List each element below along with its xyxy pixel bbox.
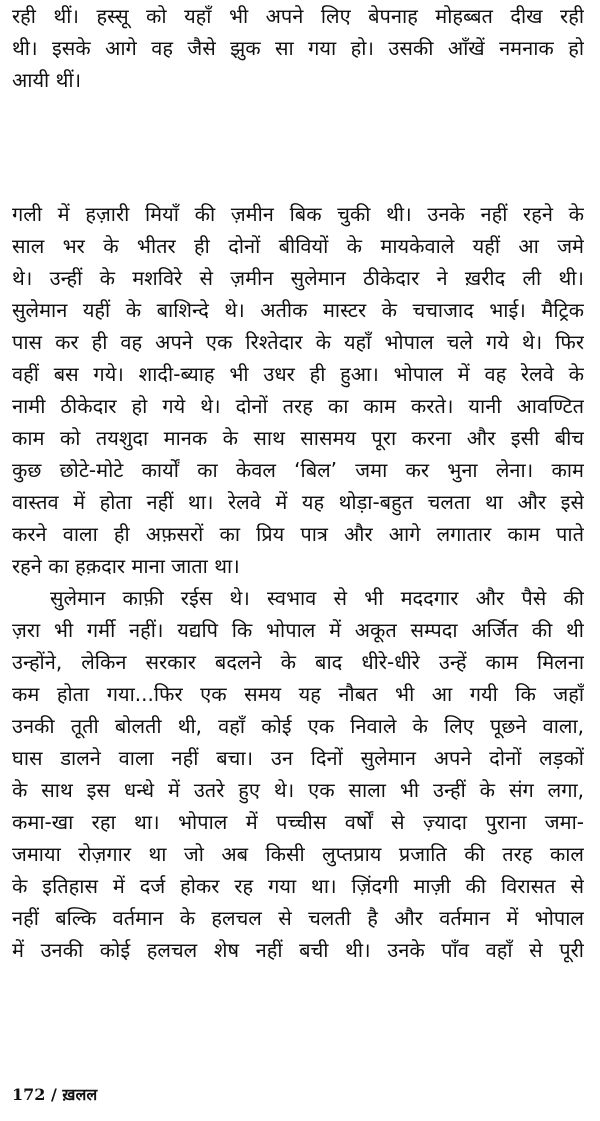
- book-title: ख़लल: [62, 1085, 98, 1104]
- text-line: कमा-खा रहा था। भोपाल में पच्चीस वर्षों से ज़्यादा पुराना जमा-: [12, 810, 584, 834]
- text-line: पास कर ही वह अपने एक रिश्तेदार के यहाँ भोपाल चले गये थे। फिर: [12, 330, 584, 354]
- text-line: करने वाला ही अफ़सरों का प्रिय पात्र और आगे लगातार काम पाते: [12, 522, 584, 546]
- text-line: के साथ इस धन्धे में उतरे हुए थे। एक साला भी उन्हीं के संग लगा,: [12, 778, 584, 802]
- text-line: नामी ठीकेदार हो गये थे। दोनों तरह का काम करते। यानी आवण्टित: [12, 394, 584, 418]
- page-footer: [12, 1082, 97, 1108]
- text-line: रहने का हक़दार माना जाता था।: [12, 554, 240, 578]
- text-line: ज़रा भी गर्मी नहीं। यद्यपि कि भोपाल में अकूत सम्पदा अर्जित की थी: [12, 618, 584, 642]
- text-line: सुलेमान काफ़ी रईस थे। स्वभाव से भी मददगार और पैसे की: [50, 586, 584, 610]
- text-line: साल भर के भीतर ही दोनों बीवियों के मायकेवाले यहीं आ जमे: [12, 234, 584, 258]
- text-line: सुलेमान यहीं के बाशिन्दे थे। अतीक मास्टर के चचाजाद भाई। मैट्रिक: [12, 298, 584, 322]
- text-line: कुछ छोटे-मोटे कार्यों का केवल ‘बिल’ जमा कर भुना लेना। काम: [12, 458, 584, 482]
- text-line: रही थीं। हस्सू को यहाँ भी अपने लिए बेपनाह मोहब्बत दीख रही: [12, 4, 584, 28]
- text-line: थे। उन्हीं के मशविरे से ज़मीन सुलेमान ठीकेदार ने ख़रीद ली थी।: [12, 266, 584, 290]
- text-line: में उनकी कोई हलचल शेष नहीं बची थी। उनके पाँव वहाँ से पूरी: [12, 938, 584, 962]
- text-line: काम को तयशुदा मानक के साथ सासमय पूरा करना और इसी बीच: [12, 426, 584, 450]
- page-number: 172: [12, 1085, 46, 1104]
- text-line: आयी थीं।: [12, 68, 82, 92]
- text-line: घास डालने वाला नहीं बचा। उन दिनों सुलेमान अपने दोनों लड़कों: [12, 746, 584, 770]
- text-line: नहीं बल्कि वर्तमान के हलचल से चलती है और वर्तमान में भोपाल: [12, 906, 584, 930]
- text-line: वहीं बस गये। शादी-ब्याह भी उधर ही हुआ। भोपाल में वह रेलवे के: [12, 362, 584, 386]
- text-line: उनकी तूती बोलती थी, वहाँ कोई एक निवाले के लिए पूछने वाला,: [12, 714, 584, 738]
- text-line: जमाया रोज़गार था जो अब किसी लुप्तप्राय प्रजाति की तरह काल: [12, 842, 584, 866]
- footer-separator: /: [50, 1085, 57, 1104]
- text-line: थी। इसके आगे वह जैसे झुक सा गया हो। उसकी आँखें नमनाक हो: [12, 36, 584, 60]
- text-line: के इतिहास में दर्ज होकर रह गया था। ज़िंदगी माज़ी की विरासत से: [12, 874, 584, 898]
- text-line: उन्होंने, लेकिन सरकार बदलने के बाद धीरे-धीरे उन्हें काम मिलना: [12, 650, 584, 674]
- text-line: गली में हज़ारी मियाँ की ज़मीन बिक चुकी थी। उनके नहीं रहने के: [12, 202, 584, 226]
- text-line: वास्तव में होता नहीं था। रेलवे में यह थोड़ा-बहुत चलता था और इसे: [12, 490, 584, 514]
- text-line: कम होता गया...फिर एक समय यह नौबत भी आ गयी कि जहाँ: [12, 682, 584, 706]
